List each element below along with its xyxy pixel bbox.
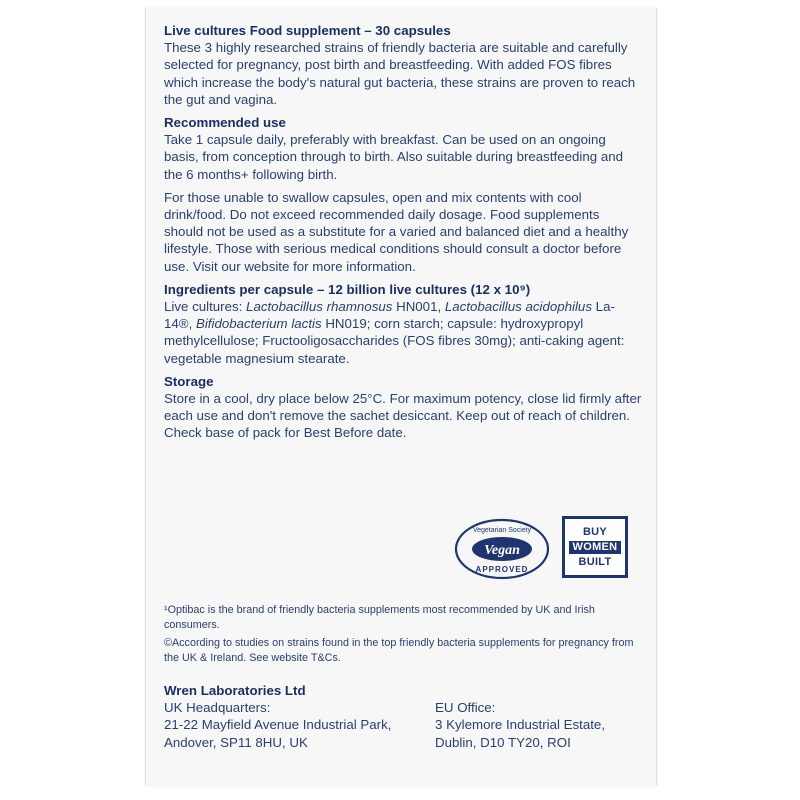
recommended-section — [164, 114, 642, 275]
strain-2-code: La-14®, — [164, 299, 615, 332]
ingredients-rest: HN019; corn starch; capsule: hydroxypropyl methylcellulose; Fructooligosaccharides (FOS fibres 30mg); anti-caking agent: vegetable magnesium stearate. — [164, 316, 625, 366]
vegan-approved-logo — [452, 516, 552, 582]
uk-address — [164, 699, 435, 751]
strain-1-code: HN001, — [392, 299, 445, 315]
uk-line-2: Andover, SP11 8HU, UK — [164, 734, 308, 750]
storage-section — [164, 373, 642, 442]
vegan-bottom-text: APPROVED — [475, 565, 529, 574]
intro-body: These 3 highly researched strains of friendly bacteria are suitable and carefully selected for pregnancy, post birth and breastfeeding. With added FOS fibres which increase the body's natural gut bacteria, these strains are proven to reach the gut and vagina. — [164, 40, 636, 107]
certification-logos — [440, 516, 640, 586]
buy-women-built-badge — [562, 516, 628, 578]
storage-body: Store in a cool, dry place below 25°C. For maximum potency, close lid firmly after each use and don't remove the sachet desiccant. Keep out of reach of children. Check base of pack for Best Before date. — [164, 391, 642, 441]
bwb-line-3: BUILT — [578, 555, 612, 568]
intro-heading: Live cultures Food supplement – 30 capsules — [164, 23, 451, 38]
strain-3: Bifidobacterium lactis — [195, 316, 322, 332]
uk-label: UK Headquarters: — [164, 700, 271, 716]
ingredients-prefix: Live cultures: — [164, 299, 247, 315]
eu-label: EU Office: — [435, 700, 496, 716]
bwb-line-1: BUY — [582, 525, 608, 538]
vegan-top-text: Vegetarian Society — [472, 527, 532, 534]
eu-line-2: Dublin, D10 TY20, ROI — [435, 734, 571, 750]
intro-section — [164, 22, 642, 108]
footnote-1: ¹Optibac is the brand of friendly bacteria supplements most recommended by UK and Irish consumers. — [164, 604, 595, 631]
ingredients-heading: Ingredients per capsule – 12 billion live cultures (12 x 10⁹) — [164, 281, 531, 297]
company-info — [164, 682, 642, 751]
label-content — [164, 22, 642, 448]
uk-line-1: 21-22 Mayfield Avenue Industrial Park, — [164, 717, 392, 733]
recommended-body-1: Take 1 capsule daily, preferably with breakfast. Can be used on an ongoing basis, from conception through to birth. Also suitable during breastfeeding and the 6 months+ following birth. — [164, 132, 624, 182]
recommended-heading: Recommended use — [164, 115, 286, 131]
strain-2: Lactobacillus acidophilus — [444, 299, 592, 315]
recommended-body-2: For those unable to swallow capsules, open and mix contents with cool drink/food. Do not exceed recommended daily dosage. Food supplements should not be used as a substitute for a varied and balanced diet and a healthy lifestyle. Those with serious medical conditions should consult a doctor before use. Visit our website for more information. — [164, 189, 629, 274]
bwb-line-2: WOMEN — [569, 541, 622, 554]
vegan-mid-text: Vegan — [484, 543, 520, 558]
eu-line-1: 3 Kylemore Industrial Estate, — [435, 717, 606, 733]
strain-1: Lactobacillus rhamnosus — [246, 299, 393, 315]
ingredients-section — [164, 281, 642, 367]
ingredients-body — [164, 298, 642, 367]
eu-address — [435, 699, 642, 751]
company-name: Wren Laboratories Ltd — [164, 683, 306, 698]
footnote-2: ©According to studies on strains found in the top friendly bacteria supplements for pregnancy from the UK & Ireland. See website T&Cs. — [164, 637, 634, 664]
storage-heading: Storage — [164, 373, 214, 389]
footnotes — [164, 603, 642, 669]
